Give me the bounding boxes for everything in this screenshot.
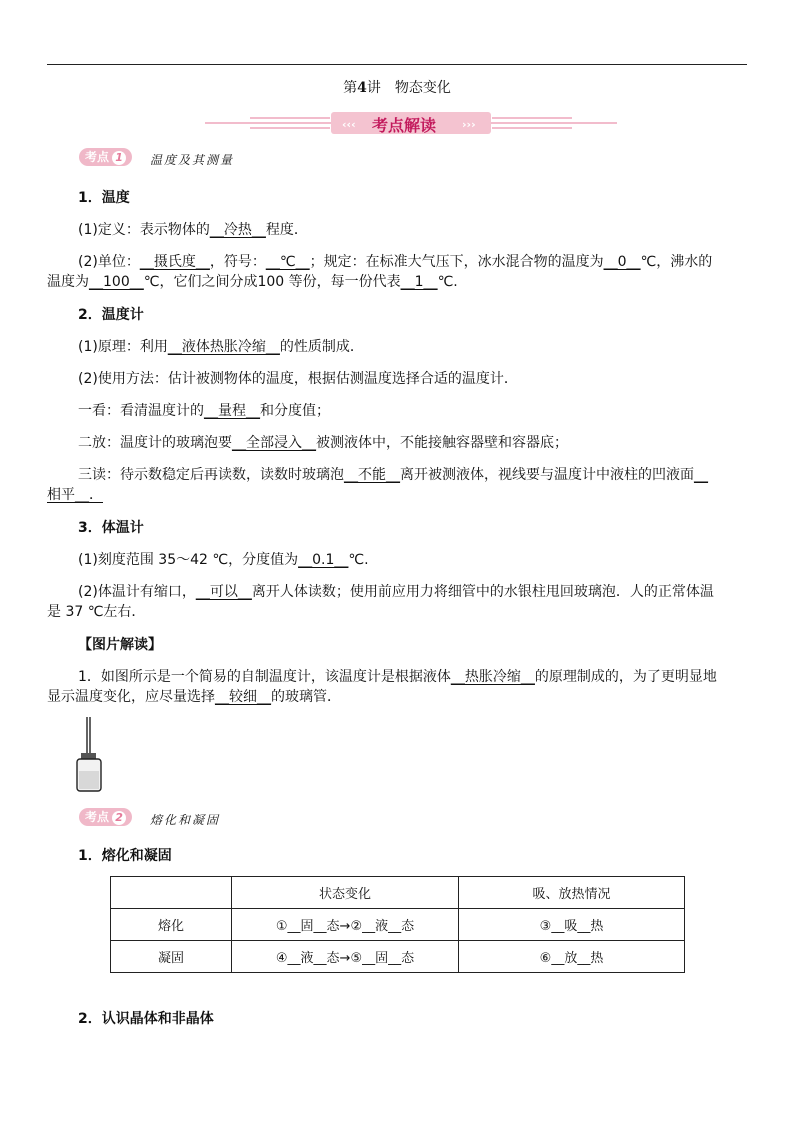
kp2-heading: 熔化和凝固 xyxy=(150,813,221,827)
kp1-heading: 温度及其测量 xyxy=(150,153,235,167)
table-cell: ⑥__放__热 xyxy=(459,941,685,973)
table-header-cell xyxy=(111,877,232,909)
banner-label: 考点解读 xyxy=(372,116,437,135)
table-row xyxy=(111,941,685,973)
s2-read-line2: 相平__． xyxy=(47,487,103,503)
table-header-cell: 吸、放热情况 xyxy=(459,877,685,909)
s4-title: 1．熔化和凝固 xyxy=(78,848,172,864)
s1-definition: (1)定义：表示物体的__冷热__程度． xyxy=(78,222,308,238)
s2-put: 二放：温度计的玻璃泡要__全部浸入__被测液体中，不能接触容器壁和容器底； xyxy=(78,435,568,451)
s3-title: 3．体温计 xyxy=(78,520,144,536)
s3-normal-temp: 是 37 ℃左右． xyxy=(47,604,146,620)
svg-text:›››: ››› xyxy=(462,118,476,131)
img-read-title: 【图片解读】 xyxy=(78,637,162,653)
top-rule xyxy=(47,64,747,65)
table-header-row xyxy=(111,877,685,909)
table-cell: 熔化 xyxy=(111,909,232,941)
s3-range: (1)刻度范围 35～42 ℃，分度值为__0.1__℃. xyxy=(78,552,369,568)
svg-text:‹‹‹: ‹‹‹ xyxy=(342,118,356,131)
s2-read-line1: 三读：待示数稳定后再读数，读数时玻璃泡__不能__离开被测液体，视线要与温度计中液柱的凹液面__ xyxy=(78,467,708,483)
table-cell: ①__固__态→②__液__态 xyxy=(232,909,459,941)
s3-constriction: (2)体温计有缩口，__可以__离开人体读数；使用前应用力将细管中的水银柱甩回玻璃泡．人的正常体温 xyxy=(78,584,714,600)
s2-usage: (2)使用方法：估计被测物体的温度，根据估测温度选择合适的温度计． xyxy=(78,371,518,387)
s1-unit-line2: 温度为__100__℃，它们之间分成100 等份，每一份代表__1__℃. xyxy=(47,274,458,290)
homemade-thermometer-figure xyxy=(72,715,106,793)
s1-unit-line1: (2)单位：__摄氏度__，符号：__℃__；规定：在标准大气压下，冰水混合物的温度为__0__℃，沸水的 xyxy=(78,254,713,270)
img-read-line1: 1．如图所示是一个简易的自制温度计，该温度计是根据液体__热胀冷缩__的原理制成的，为了更明显地 xyxy=(78,669,717,685)
s2-look: 一看：看清温度计的__量程__和分度值； xyxy=(78,403,330,419)
kp1-badge: 考点 1 xyxy=(79,148,132,166)
table-row xyxy=(111,909,685,941)
table-header-cell: 状态变化 xyxy=(232,877,459,909)
s2-principle: (1)原理：利用__液体热胀冷缩__的性质制成． xyxy=(78,339,364,355)
kp2-badge: 考点 2 xyxy=(79,808,132,826)
img-read-line2: 显示温度变化，应尽量选择__较细__的玻璃管． xyxy=(47,689,341,705)
table-cell: 凝固 xyxy=(111,941,232,973)
table-cell: ④__液__态→⑤__固__态 xyxy=(232,941,459,973)
s5-title: 2．认识晶体和非晶体 xyxy=(78,1011,214,1027)
page-title: 第4讲 物态变化 xyxy=(343,80,451,96)
s2-title: 2．温度计 xyxy=(78,307,144,323)
s1-title: 1．温度 xyxy=(78,190,130,206)
melting-solidification-table xyxy=(110,876,685,973)
table-cell: ③__吸__热 xyxy=(459,909,685,941)
